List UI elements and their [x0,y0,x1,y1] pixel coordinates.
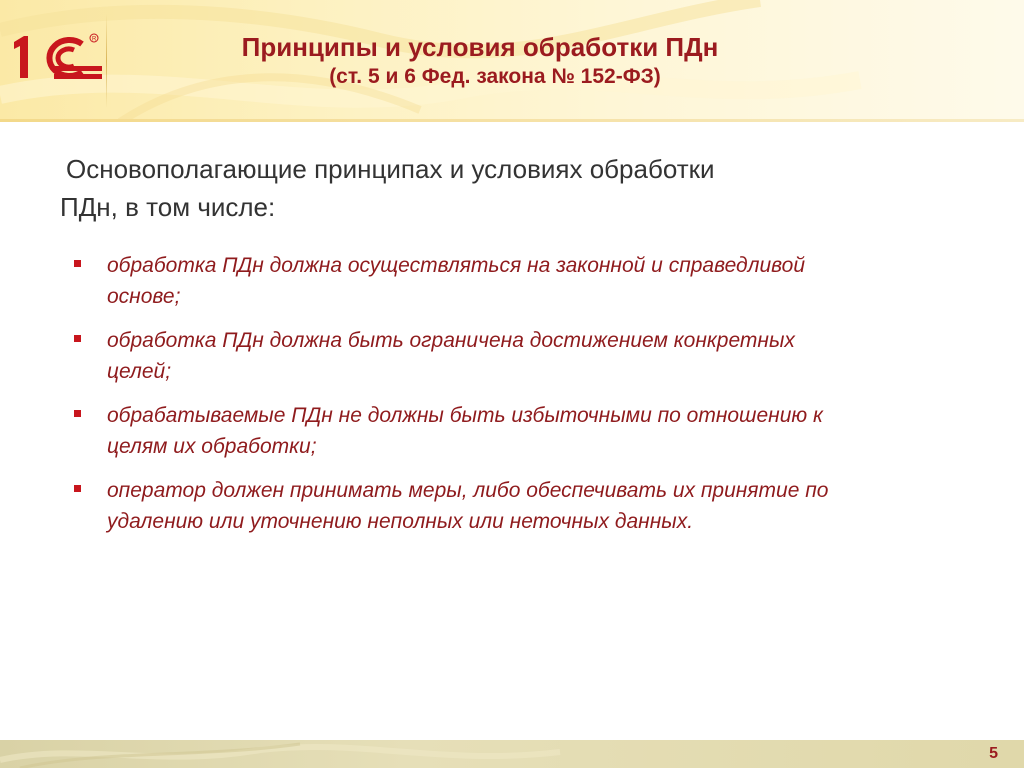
bullet-text: обрабатываемые ПДн не должны быть избыточными по отношению к целям их обработки; [107,404,823,458]
bullet-text: оператор должен принимать меры, либо обеспечивать их принятие по удалению или уточнению неполных или неточных данных. [107,479,829,533]
bullet-item [72,400,832,462]
page-number: 5 [989,745,998,762]
footer-decoration [0,740,1024,768]
svg-text:R: R [92,36,97,43]
bullet-item [72,475,832,537]
bullet-square-icon [74,260,81,267]
slide-title [160,32,800,90]
subtitle-text: (ст. 5 и 6 Фед. закона № 152-ФЗ) [329,65,661,88]
bullet-square-icon [74,410,81,417]
intro-paragraph: Основополагающие принципах и условиях обработки ПДн, в том числе: [60,154,715,222]
footer-band [0,740,1024,768]
title-text: Принципы и условия обработки ПДн [241,32,719,62]
bullet-square-icon [74,485,81,492]
bullet-list [72,250,832,550]
header-band [0,0,1024,122]
bullet-item [72,325,832,387]
bullet-square-icon [74,335,81,342]
1c-logo-icon [10,30,106,86]
bullet-text: обработка ПДн должна быть ограничена достижением конкретных целей; [107,329,795,383]
logo-divider [106,14,107,108]
bullet-item [72,250,832,312]
bullet-text: обработка ПДн должна осуществляться на законной и справедливой основе; [107,254,806,308]
